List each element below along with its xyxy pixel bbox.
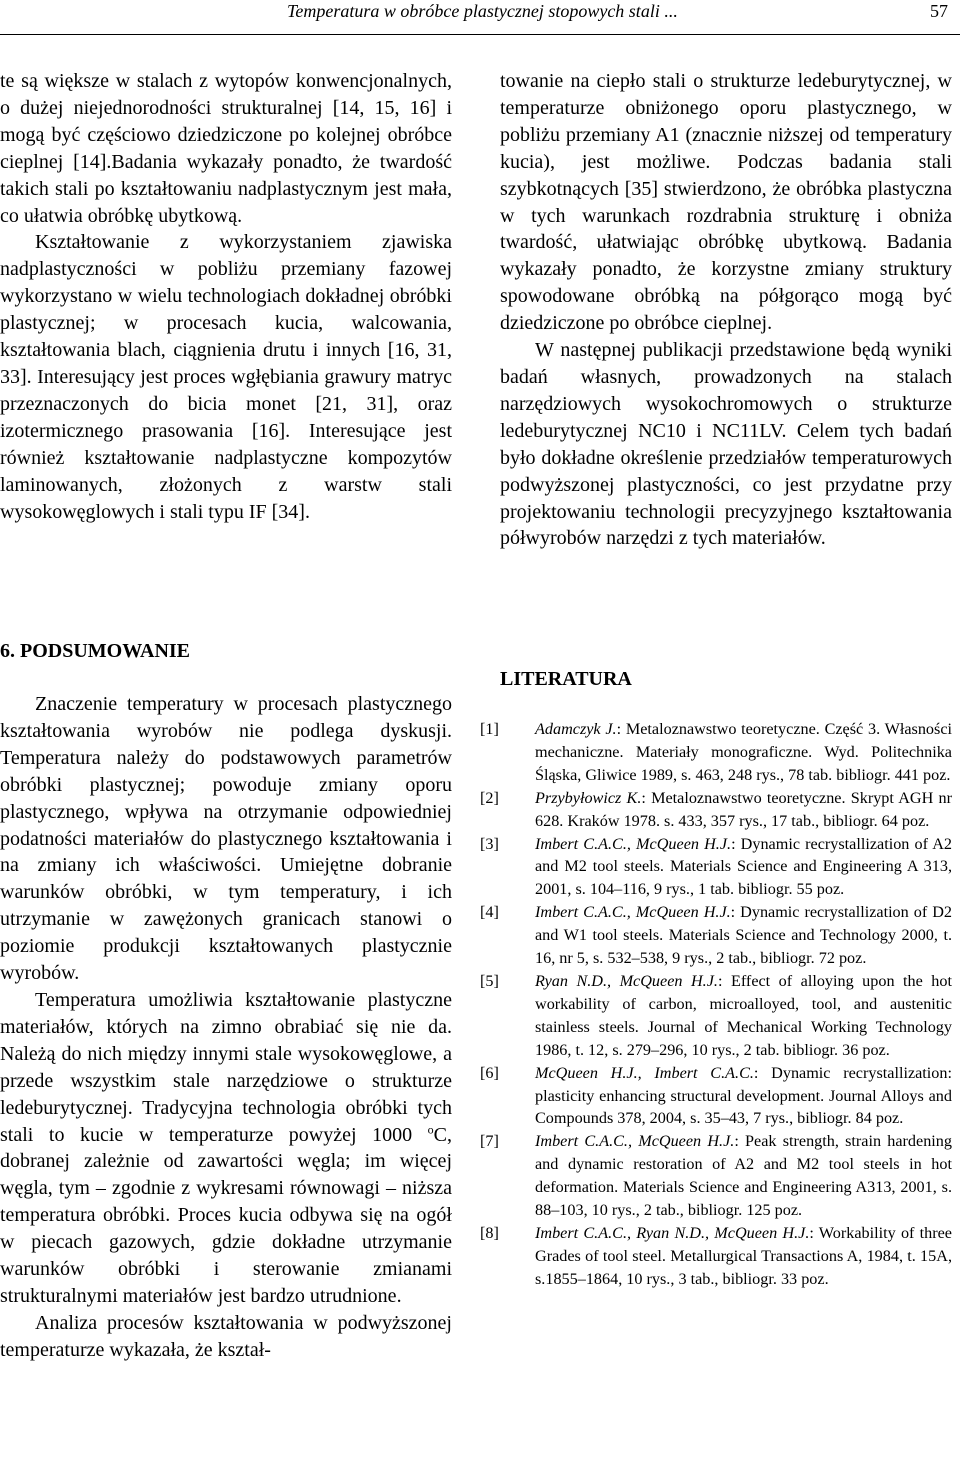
paragraph-text: C, dobranej zależnie od zawartości węgla; im więcej węgla, tym – zgodnie z wykresami równowagi – niższa temperatura obróbki. Proces kucia odbywa się na ogół w piecach gazowych, gdzie dokładne utrzymanie warunków obróbki i sterowanie zmianami strukturalnymi materiałów jest bardzo utrudnione. — [0, 1123, 452, 1307]
reference-item — [480, 833, 952, 902]
left-column-top — [0, 68, 452, 525]
reference-authors: Ryan N.D., McQueen H.J. — [535, 971, 718, 990]
summary-section — [0, 691, 452, 1364]
reference-item — [480, 1130, 952, 1222]
reference-authors: Adamczyk J. — [535, 720, 617, 738]
reference-authors: Imbert C.A.C., McQueen H.J. — [535, 834, 732, 853]
paragraph: towanie na ciepło stali o strukturze ledeburytycznej, w temperaturze obniżonego oporu plastycznego, w pobliżu przemiany A1 (znacznie niższej od temperatury kucia), jest możliwe. Podczas badania stali szybkotnących [35] stwierdzono, że obróbka plastyczna w tych warunkach rozdrabnia strukturę i obniża twardość, ułatwiając obróbkę ubytkową. Badania wykazały ponadto, że korzystne zmiany struktury spowodowane obróbką na półgorąco mogą być dziedziczone po obróbce cieplnej. — [500, 70, 952, 335]
reference-authors: Imbert C.A.C., McQueen H.J. — [535, 1132, 735, 1151]
paragraph: te są większe w stalach z wytopów konwencjonalnych, o dużej niejednorodności strukturalnej [14, 15, 16] i mogą być częściowo dziedziczone po kolejnej obróbce cieplnej [14].Badania wykazały ponadto, że twardość takich stali po kształtowaniu nadplastycznym jest mała, co ułatwia obróbkę ubytkową. — [0, 70, 452, 227]
paragraph: Znaczenie temperatury w procesach plastycznego kształtowania wyrobów nie podlega dyskusji. Temperatura należy do podstawowych parametrów obróbki plastycznej; powoduje zmiany oporu plastycznego, wpływa na otrzymanie odpowiedniej podatności materiałów do plastycznego kształtowania i na zmiany ich właściwości. Umiejętne dobranie warunków obróbki, w tym temperatury, i ich utrzymanie w zawężonych granicach stanowi o poziomie produkcji kształtowanych plastycznie wyrobów. — [0, 693, 452, 985]
reference-text: : Dynamic recrystallization of A2 and M2 tool steels. Materials Science and Engineering A 313, 2001, s. 104–116, 9 rys., 1 tab. bibliogr. 55 poz. — [535, 834, 952, 899]
paragraph: Kształtowanie z wykorzystaniem zjawiska nadplastyczności w pobliżu przemiany fazowej wykorzystano w wielu technologiach dokładnej obróbki plastycznej; w procesach kucia, walcowania, kształtowania blach, ciągnienia drutu i innych [16, 31, 33]. Interesujący jest proces wgłębiania grawury matryc przeznaczonych do bicia monet [21, 31], oraz izotermicznego prasowania [16]. Interesujące jest również kształtowanie nadplastyczne kompozytów laminowanych, złożonych z warstw stali wysokowęglowych i stali typu IF [34]. — [0, 231, 452, 523]
section-heading-summary: 6. PODSUMOWANIE — [0, 640, 191, 662]
header-rule — [0, 34, 960, 35]
reference-text: : Peak strength, strain hardening and dynamic restoration of A2 and M2 tool steels in hot deformation. Materials Science and Engineering A313, 2001, s. 88–103, 10 rys., 2 tab., bibliogr. 125 poz. — [535, 1132, 952, 1220]
reference-number: [4] — [480, 903, 499, 922]
reference-item — [480, 718, 952, 787]
paragraph-text: Temperatura umożliwia kształtowanie plastyczne materiałów, których na zimno obrabiać się nie da. Należą do nich między innymi stale wysokowęglowe, a przede wszystkim stale narzędziowe o strukturze ledeburytycznej. Tradycyjna technologia obróbki tych stali to kucie w temperaturze powyżej 1000 — [0, 988, 452, 1146]
reference-item — [480, 901, 952, 970]
reference-number: [1] — [480, 720, 499, 738]
section-heading-literature: LITERATURA — [500, 668, 632, 690]
right-column-top — [500, 68, 952, 552]
reference-item — [480, 787, 952, 833]
reference-number: [2] — [480, 788, 499, 807]
reference-text: : Metaloznawstwo teoretyczne. Część 3. Własności mechaniczne. Materiały monograficzne. Wyd. Politechnika Śląska, Gliwice 1989, s. 463, 248 rys., 78 tab. bibliogr. 441 poz. — [535, 720, 952, 784]
reference-authors: McQueen H.J., Imbert C.A.C. — [535, 1063, 754, 1082]
running-title: Temperatura w obróbce plastycznej stopowych stali ... — [287, 1, 678, 21]
reference-item — [480, 1062, 952, 1131]
paragraph — [0, 987, 452, 1310]
reference-text: : Metaloznawstwo teoretyczne. Skrypt AGH nr 628. Kraków 1978. s. 433, 357 rys., 17 tab., bibliogr. 64 poz. — [535, 788, 952, 830]
reference-text: : Workability of three Grades of tool steel. Metallurgical Transactions A, 1984, t. 15A, s.1855–1864, 10 rys., 3 tab., bibliogr. 33 poz. — [535, 1223, 952, 1288]
reference-authors: Imbert C.A.C., McQueen H.J. — [535, 903, 731, 922]
reference-number: [6] — [480, 1063, 499, 1082]
reference-item — [480, 970, 952, 1062]
reference-text: : Dynamic recrystallization: plasticity enhancing structural development. Journal Alloys and Compounds 378, 2004, s. 35–43, 7 rys., bibliogr. 84 poz. — [535, 1063, 952, 1128]
degree-superscript: o — [427, 1121, 434, 1136]
reference-authors: Imbert C.A.C., Ryan N.D., McQueen H.J. — [535, 1223, 810, 1242]
reference-item — [480, 1222, 952, 1291]
reference-number: [7] — [480, 1132, 499, 1151]
page-header — [0, 0, 960, 34]
reference-text: : Effect of alloying upon the hot workability of carbon, microalloyed, tool, and austenitic stainless steels. Journal of Mechanical Working Technology 1986, t. 12, s. 279–296, 10 rys., 2 tab. bibliogr. 36 poz. — [535, 971, 952, 1059]
page-number: 57 — [930, 1, 948, 21]
reference-text: : Dynamic recrystallization of D2 and W1 tool steels. Materials Science and Technology 2000, t. 16, nr 5, s. 532–538, 9 rys., 2 tab., bibliogr. 72 poz. — [535, 903, 952, 968]
reference-authors: Przybyłowicz K. — [535, 788, 642, 807]
reference-number: [3] — [480, 834, 499, 853]
reference-list — [480, 718, 952, 1291]
paragraph: Analiza procesów kształtowania w podwyższonej temperaturze wykazała, że kształ- — [0, 1311, 452, 1361]
reference-number: [8] — [480, 1223, 499, 1242]
reference-number: [5] — [480, 971, 499, 990]
paragraph: W następnej publikacji przedstawione będą wyniki badań własnych, prowadzonych na stalach narzędziowych wysokochromowych o strukturze ledeburytycznej NC10 i NC11LV. Celem tych badań było dokładne określenie przedziałów temperaturowych podwyższonej plastyczności, co jest przydatne przy projektowaniu technologii precyzyjnego kształtowania półwyrobów narzędzi z tych materiałów. — [500, 339, 952, 550]
